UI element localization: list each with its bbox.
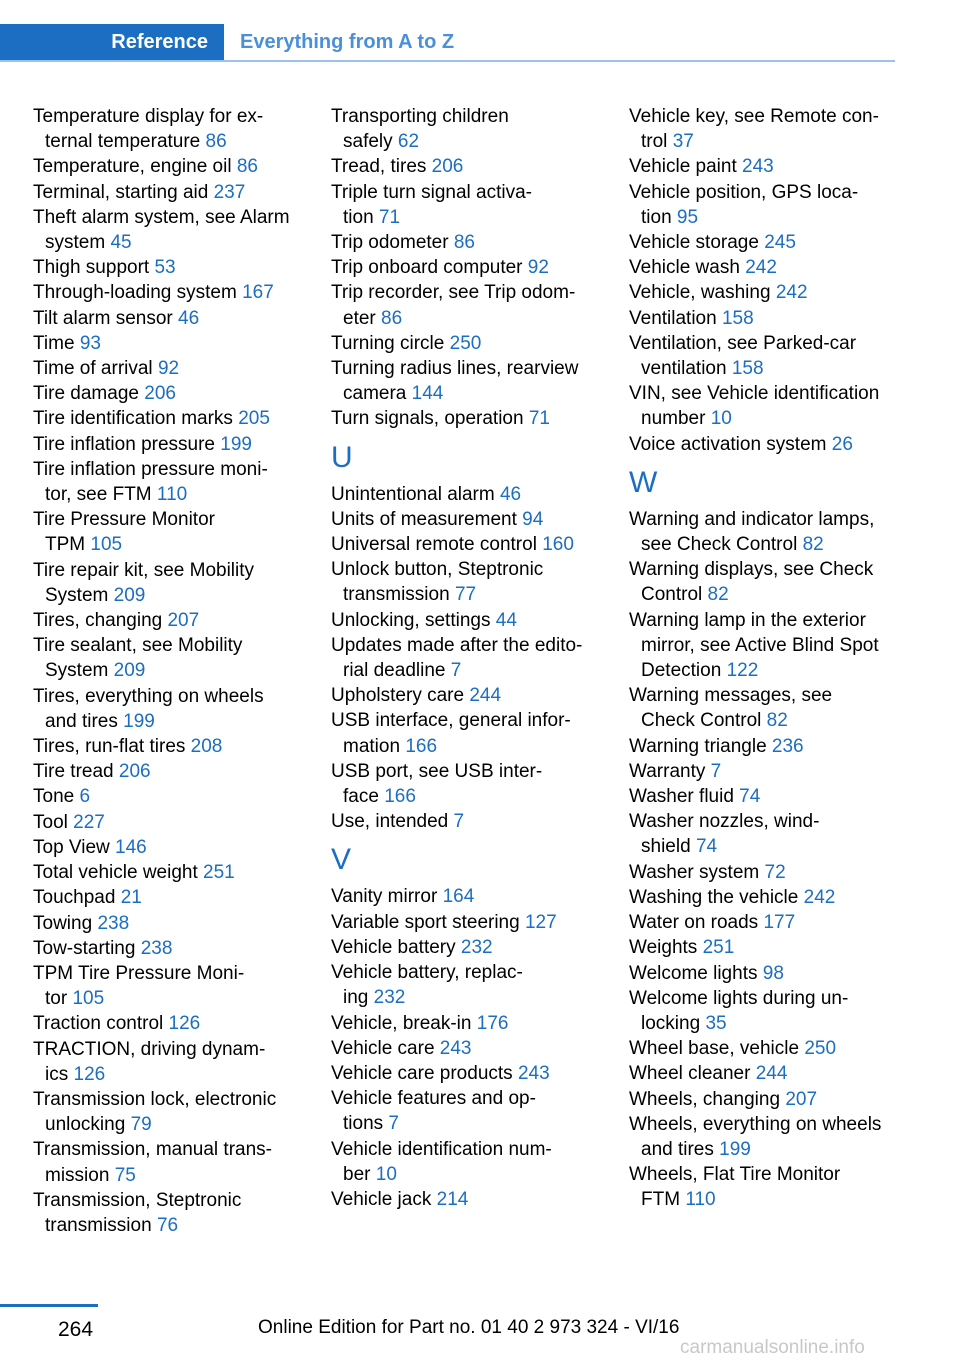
page-reference-link[interactable]: 75 [114, 1164, 136, 1186]
index-entry [629, 306, 899, 331]
index-entry [331, 1011, 616, 1036]
page-reference-link[interactable]: 82 [707, 584, 729, 606]
index-entry [629, 381, 899, 431]
index-term: Vehicle paint [629, 156, 737, 178]
page-reference-link[interactable]: 251 [702, 937, 735, 959]
index-entry [33, 381, 318, 406]
index-entry [629, 986, 899, 1036]
index-term: Warning displays, see Check Control [629, 559, 874, 606]
index-entry [331, 532, 616, 557]
page-reference-link[interactable]: 95 [676, 206, 699, 228]
index-entry [331, 608, 616, 633]
page-reference-link[interactable]: 110 [685, 1189, 716, 1211]
index-term: Ventilation, see Parked-car ventilation [629, 332, 857, 380]
index-entry [629, 1112, 899, 1162]
index-term: Vehicle storage [629, 232, 759, 254]
page-reference-link[interactable]: 209 [113, 660, 146, 682]
index-entry [33, 633, 318, 683]
page-reference-link[interactable]: 126 [168, 1013, 201, 1035]
index-entry [331, 1061, 616, 1086]
index-entry [331, 280, 616, 330]
index-term: Warning lamp in the exterior mirror, see Active Blind Spot Detection [629, 609, 879, 682]
index-term: Tire inflation pressure [33, 433, 215, 455]
page-reference-link[interactable]: 76 [156, 1214, 179, 1236]
page-reference-link[interactable]: 26 [831, 433, 853, 455]
page-reference-link[interactable]: 206 [431, 156, 464, 178]
index-term: Vehicle wash [629, 257, 740, 279]
index-letter-heading: V [331, 843, 352, 877]
page-reference-link[interactable]: 126 [73, 1063, 106, 1085]
index-entry [331, 406, 616, 431]
page-reference-link[interactable]: 86 [205, 131, 227, 153]
index-entry [629, 961, 899, 986]
index-entry [331, 1187, 616, 1212]
page-reference-link[interactable]: 205 [238, 408, 270, 430]
footer-divider [0, 1304, 98, 1307]
page-reference-link[interactable]: 167 [242, 282, 274, 304]
index-entry [629, 683, 899, 733]
page-reference-link[interactable]: 110 [156, 484, 188, 506]
index-term: Vehicle care products [331, 1062, 513, 1084]
index-term: Welcome lights during un- locking [629, 987, 849, 1034]
page-reference-link[interactable]: 243 [742, 156, 774, 178]
index-term: Tool [33, 811, 68, 833]
index-term: Vehicle battery, replac- ing [331, 962, 523, 1009]
index-term: Tow-starting [33, 937, 136, 959]
index-entry [331, 507, 616, 532]
page-reference-link[interactable]: 214 [436, 1188, 469, 1210]
index-term: Tire sealant, see Mobility System [33, 635, 243, 682]
index-entry [33, 1188, 318, 1238]
page-reference-link[interactable]: 244 [755, 1063, 788, 1085]
index-term: Tires, run-flat tires [33, 736, 186, 758]
index-entry [33, 911, 318, 936]
index-entry [33, 180, 318, 205]
index-term: Tilt alarm sensor [33, 307, 173, 329]
page-reference-link[interactable]: 250 [804, 1038, 837, 1060]
index-term: Trip recorder, see Trip odom- eter [331, 282, 576, 329]
page-reference-link[interactable]: 105 [90, 534, 123, 556]
index-term: Washer system [629, 861, 760, 883]
index-entry [33, 104, 318, 154]
index-term: Warning and indicator lamps, see Check Control [629, 508, 875, 556]
page-reference-link[interactable]: 199 [719, 1138, 751, 1160]
index-entry [33, 432, 318, 457]
index-term: Washer fluid [629, 786, 734, 808]
index-entry [331, 557, 616, 607]
page-reference-link[interactable]: 207 [785, 1088, 818, 1110]
page-reference-link[interactable]: 6 [79, 786, 91, 808]
index-entry [33, 457, 318, 507]
index-entry [331, 633, 616, 683]
index-entry [629, 1087, 899, 1112]
index-term: Transmission lock, electronic unlocking [33, 1088, 277, 1136]
index-entry [33, 356, 318, 381]
index-entry [331, 180, 616, 230]
page-reference-link[interactable]: 45 [110, 232, 132, 254]
index-entry [629, 432, 899, 457]
index-term: TPM Tire Pressure Moni- tor [33, 962, 245, 1010]
index-column-1 [33, 104, 318, 1238]
index-term: Unlocking, settings [331, 609, 491, 631]
index-term: Tire Pressure Monitor TPM [33, 509, 215, 556]
index-term: Updates made after the edito- rial deadline [331, 634, 583, 682]
index-term: Tire repair kit, see Mobility System [33, 559, 255, 606]
index-entry [629, 154, 899, 179]
index-entry [629, 180, 899, 230]
page-reference-link[interactable]: 86 [453, 232, 475, 254]
page-reference-link[interactable]: 94 [522, 508, 544, 530]
index-entry [33, 961, 318, 1011]
page-reference-link[interactable]: 86 [381, 307, 403, 329]
page-reference-link[interactable]: 46 [178, 307, 200, 329]
page-reference-link[interactable]: 207 [167, 610, 200, 632]
index-entry [33, 1087, 318, 1137]
index-term: Weights [629, 937, 698, 959]
index-entry [33, 280, 318, 305]
page-reference-link[interactable]: 242 [803, 886, 836, 908]
page-reference-link[interactable]: 105 [72, 988, 105, 1010]
index-entry [331, 356, 616, 406]
index-entry [331, 708, 616, 758]
page-reference-link[interactable]: 7 [710, 760, 722, 782]
index-entry [629, 759, 899, 784]
index-term: Through-loading system [33, 282, 237, 304]
page-reference-link[interactable]: 227 [73, 811, 105, 833]
page-reference-link[interactable]: 71 [378, 206, 401, 228]
index-term: Wheel cleaner [629, 1063, 751, 1085]
page-reference-link[interactable]: 7 [450, 660, 462, 682]
index-term: Unlock button, Steptronic transmission [331, 559, 544, 606]
page-number: 264 [58, 1318, 94, 1341]
index-term: TRACTION, driving dynam- ics [33, 1038, 266, 1085]
index-entry [33, 860, 318, 885]
index-entry [33, 1037, 318, 1087]
index-entry [331, 910, 616, 935]
index-term: Transmission, Steptronic transmission [33, 1189, 242, 1236]
page-reference-link[interactable]: 127 [524, 911, 557, 933]
index-entry [33, 306, 318, 331]
header-divider [0, 60, 895, 62]
page-reference-link[interactable]: 209 [113, 584, 146, 606]
index-entry [629, 809, 899, 859]
page-reference-link[interactable]: 86 [236, 156, 258, 178]
page-reference-link[interactable]: 206 [118, 761, 151, 783]
index-term: Vehicle position, GPS loca- tion [629, 181, 859, 228]
index-term: Vehicle key, see Remote con- trol [629, 106, 879, 153]
index-entry [33, 784, 318, 809]
index-term: Vehicle, break-in [331, 1012, 472, 1034]
page-reference-link[interactable]: 166 [405, 735, 438, 757]
index-term: Temperature, engine oil [33, 156, 232, 178]
index-term: Time of arrival [33, 358, 153, 380]
index-term: Total vehicle weight [33, 862, 198, 884]
index-term: Wheels, everything on wheels and tires [629, 1113, 882, 1160]
index-entry [629, 557, 899, 607]
page-reference-link[interactable]: 144 [411, 383, 444, 405]
index-term: Wheels, changing [629, 1088, 781, 1110]
index-term: Units of measurement [331, 508, 517, 530]
index-term: Time [33, 332, 75, 354]
page-reference-link[interactable]: 93 [79, 332, 101, 354]
index-entry [331, 960, 616, 1010]
index-term: Wheel base, vehicle [629, 1038, 800, 1060]
index-term: Welcome lights [629, 962, 758, 984]
index-term: Use, intended [331, 811, 449, 833]
page-reference-link[interactable]: 44 [495, 609, 517, 631]
index-entry [33, 255, 318, 280]
page-reference-link[interactable]: 7 [453, 811, 465, 833]
index-term: Tread, tires [331, 156, 427, 178]
page-reference-link[interactable]: 206 [144, 383, 176, 405]
page-reference-link[interactable]: 92 [157, 358, 180, 380]
index-term: Warning messages, see Check Control [629, 685, 833, 732]
index-column-3 [629, 104, 899, 1213]
index-entry [629, 104, 899, 154]
page-reference-link[interactable]: 37 [672, 131, 694, 153]
page-reference-link[interactable]: 158 [721, 307, 754, 329]
page-reference-link[interactable]: 35 [705, 1012, 727, 1034]
index-entry [629, 507, 899, 557]
page-reference-link[interactable]: 232 [460, 936, 493, 958]
index-term: Trip onboard computer [331, 257, 523, 279]
index-term: Unintentional alarm [331, 483, 495, 505]
page-reference-link[interactable]: 243 [517, 1062, 550, 1084]
index-term: VIN, see Vehicle identification number [629, 383, 880, 430]
index-entry [33, 331, 318, 356]
page-reference-link[interactable]: 176 [476, 1012, 509, 1034]
index-entry [629, 860, 899, 885]
index-term: Trip odometer [331, 232, 449, 254]
index-entry [331, 884, 616, 909]
page-reference-link[interactable]: 72 [764, 861, 786, 883]
page-reference-link[interactable]: 77 [454, 584, 477, 606]
index-term: Temperature display for ex- ternal temperature [33, 106, 264, 153]
index-term: Tone [33, 786, 75, 808]
index-term: Variable sport steering [331, 911, 520, 933]
index-term: Tire damage [33, 383, 139, 405]
index-term: Vehicle battery [331, 936, 456, 958]
page-reference-link[interactable]: 46 [499, 483, 522, 505]
page-reference-link[interactable]: 62 [397, 131, 420, 153]
page-reference-link[interactable]: 79 [130, 1114, 152, 1136]
index-term: Vehicle, washing [629, 282, 771, 304]
page-reference-link[interactable]: 242 [775, 282, 808, 304]
index-term: Theft alarm system, see Alarm system [33, 206, 290, 254]
page-reference-link[interactable]: 98 [762, 962, 784, 984]
index-entry [629, 608, 899, 684]
page-reference-link[interactable]: 236 [771, 735, 804, 757]
index-letter-heading: W [629, 465, 658, 499]
index-entry [629, 1036, 899, 1061]
index-entry [629, 280, 899, 305]
index-entry [629, 885, 899, 910]
page-reference-link[interactable]: 53 [154, 257, 176, 279]
index-entry [33, 936, 318, 961]
index-entry [331, 331, 616, 356]
index-term: Tire inflation pressure moni- tor, see FTM [33, 458, 268, 506]
index-entry [629, 1162, 899, 1212]
index-term: Vehicle features and op- tions [331, 1088, 536, 1135]
index-entry [33, 835, 318, 860]
page-reference-link[interactable]: 74 [739, 786, 761, 808]
index-term: Turning radius lines, rearview camera [331, 358, 579, 405]
index-entry [33, 406, 318, 431]
index-entry [331, 809, 616, 834]
index-term: Tires, everything on wheels and tires [33, 685, 264, 732]
index-letter-heading: U [331, 440, 353, 474]
index-entry [629, 784, 899, 809]
page-reference-link[interactable]: 7 [388, 1113, 399, 1135]
page-reference-link[interactable]: 242 [745, 257, 777, 279]
page-reference-link[interactable]: 21 [120, 887, 142, 909]
index-term: Thigh support [33, 257, 150, 279]
index-term: Ventilation [629, 307, 717, 329]
index-entry [33, 558, 318, 608]
index-term: Wheels, Flat Tire Monitor FTM [629, 1164, 841, 1211]
index-term: Washer nozzles, wind- shield [629, 811, 820, 858]
index-entry [331, 759, 616, 809]
index-term: Upholstery care [331, 685, 465, 707]
index-term: Terminal, starting aid [33, 181, 209, 203]
index-entry [33, 684, 318, 734]
index-entry [331, 104, 616, 154]
page-reference-link[interactable]: 71 [528, 408, 550, 430]
page-reference-link[interactable]: 122 [726, 660, 759, 682]
page-reference-link[interactable]: 92 [527, 257, 549, 279]
index-term: Washing the vehicle [629, 886, 799, 908]
page-reference-link[interactable]: 208 [190, 736, 223, 758]
page-reference-link[interactable]: 244 [469, 685, 502, 707]
index-entry [33, 1011, 318, 1036]
page-reference-link[interactable]: 160 [542, 534, 574, 556]
index-entry [33, 507, 318, 557]
index-entry [33, 205, 318, 255]
index-entry [331, 255, 616, 280]
index-term: Tire identification marks [33, 408, 233, 430]
index-entry [33, 154, 318, 179]
index-term: Warning triangle [629, 735, 767, 757]
page-reference-link[interactable]: 251 [203, 862, 235, 884]
page-reference-link[interactable]: 74 [695, 836, 718, 858]
index-entry [629, 255, 899, 280]
page-reference-link[interactable]: 82 [802, 534, 824, 556]
index-term: Turning circle [331, 332, 445, 354]
page-reference-link[interactable]: 250 [449, 332, 482, 354]
page-reference-link[interactable]: 10 [375, 1163, 397, 1185]
page-header [0, 0, 960, 62]
page-reference-link[interactable]: 164 [442, 886, 475, 908]
index-term: Voice activation system [629, 433, 827, 455]
index-term: Towing [33, 912, 93, 934]
index-entry [331, 1086, 616, 1136]
index-entry [629, 1061, 899, 1086]
index-term: Vehicle jack [331, 1188, 432, 1210]
index-entry [33, 885, 318, 910]
index-term: USB port, see USB inter- face [331, 760, 543, 808]
index-term: Vehicle care [331, 1037, 435, 1059]
index-term: Water on roads [629, 912, 759, 934]
index-term: Triple turn signal activa- tion [331, 181, 532, 228]
section-tab-reference[interactable]: Reference [0, 24, 224, 61]
page-reference-link[interactable]: 238 [97, 912, 130, 934]
index-entry [331, 154, 616, 179]
index-entry [33, 734, 318, 759]
index-term: Tires, changing [33, 610, 163, 632]
index-entry [33, 608, 318, 633]
index-entry [33, 1137, 318, 1187]
index-term: Vehicle identification num- ber [331, 1138, 552, 1185]
index-term: Transporting children safely [331, 106, 509, 153]
index-entry [331, 935, 616, 960]
index-entry [331, 1137, 616, 1187]
chapter-tab[interactable]: Everything from A to Z [240, 31, 455, 53]
index-term: Traction control [33, 1013, 164, 1035]
edition-text: Online Edition for Part no. 01 40 2 973 324 - VI/16 [258, 1317, 680, 1338]
index-entry [629, 935, 899, 960]
index-column-2 [331, 104, 616, 1212]
page-reference-link[interactable]: 82 [766, 710, 788, 732]
page-reference-link[interactable]: 146 [115, 836, 147, 858]
index-entry [331, 482, 616, 507]
index-entry [33, 759, 318, 784]
page-reference-link[interactable]: 166 [384, 786, 416, 808]
watermark: carmanualsonline.info [680, 1337, 865, 1358]
index-term: Vanity mirror [331, 886, 438, 908]
page-reference-link[interactable]: 243 [439, 1037, 472, 1059]
page-reference-link[interactable]: 199 [220, 433, 252, 455]
index-term: Turn signals, operation [331, 408, 524, 430]
index-term: Universal remote control [331, 534, 537, 556]
index-term: Warranty [629, 760, 706, 782]
page-reference-link[interactable]: 177 [763, 912, 796, 934]
index-term: Top View [33, 836, 110, 858]
page-reference-link[interactable]: 10 [710, 408, 732, 430]
page-reference-link[interactable]: 237 [213, 181, 246, 203]
page-reference-link[interactable]: 232 [373, 987, 406, 1009]
index-entry [331, 230, 616, 255]
index-term: Tire tread [33, 761, 114, 783]
index-entry [629, 331, 899, 381]
index-entry [33, 810, 318, 835]
index-term: USB interface, general infor- mation [331, 710, 571, 757]
index-term: Touchpad [33, 887, 116, 909]
page-reference-link[interactable]: 238 [140, 937, 173, 959]
index-entry [331, 1036, 616, 1061]
index-entry [629, 230, 899, 255]
page-reference-link[interactable]: 199 [123, 710, 155, 732]
page-reference-link[interactable]: 158 [731, 358, 764, 380]
index-term: Transmission, manual trans- mission [33, 1139, 272, 1186]
index-entry [331, 683, 616, 708]
page-reference-link[interactable]: 245 [764, 232, 796, 254]
index-entry [629, 734, 899, 759]
index-entry [629, 910, 899, 935]
